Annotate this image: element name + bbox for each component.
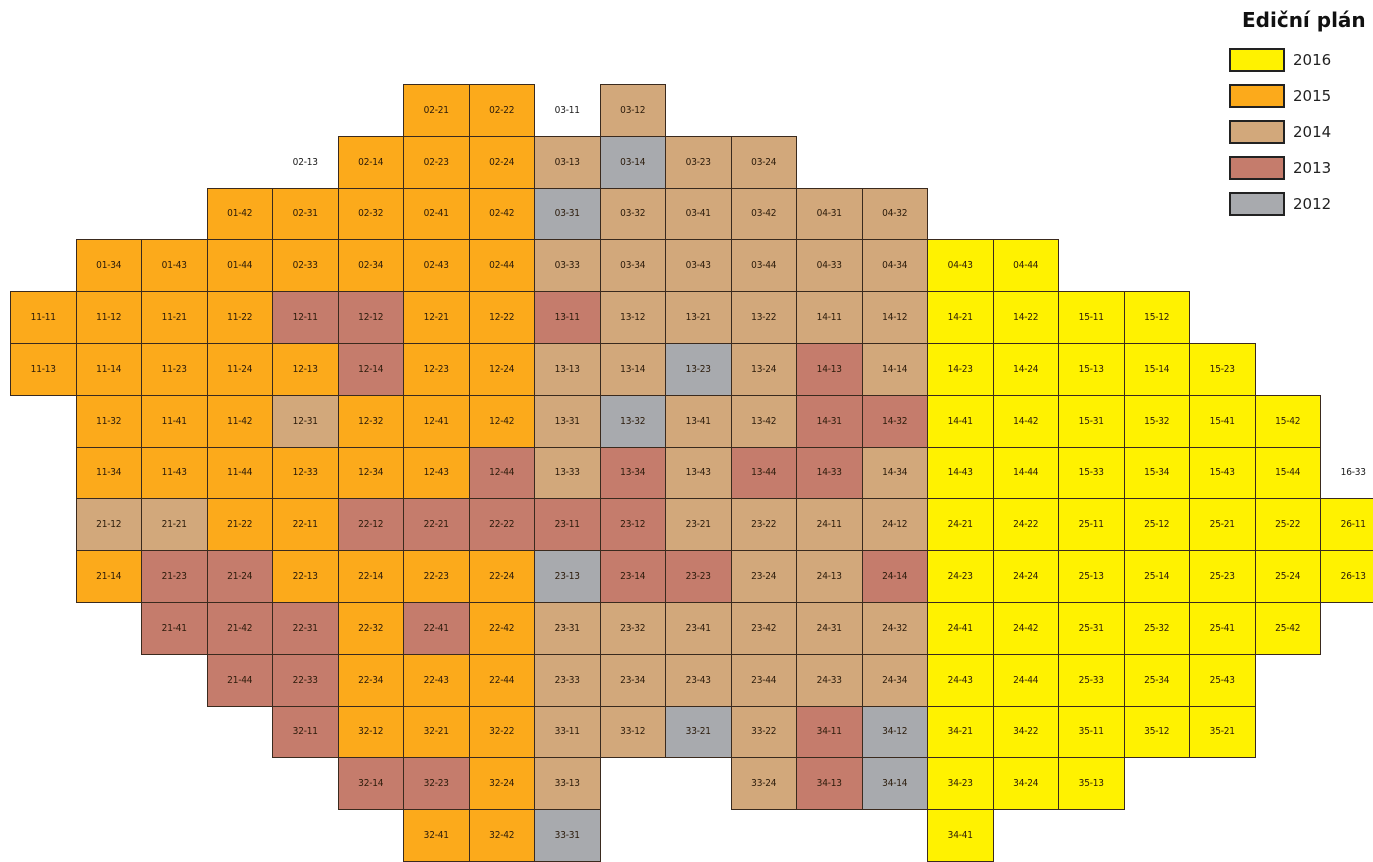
map-sheet-03-42: 03-42 [731, 188, 798, 241]
map-sheet-33-31: 33-31 [534, 809, 601, 862]
map-sheet-24-34: 24-34 [862, 654, 929, 707]
map-sheet-33-12: 33-12 [600, 706, 667, 759]
map-sheet-03-12: 03-12 [600, 84, 667, 137]
map-sheet-33-22: 33-22 [731, 706, 798, 759]
map-sheet-11-13: 11-13 [10, 343, 77, 396]
legend-item-2016 [1222, 42, 1372, 78]
map-sheet-11-11: 11-11 [10, 291, 77, 344]
map-sheet-21-22: 21-22 [207, 498, 274, 551]
map-sheet-23-34: 23-34 [600, 654, 667, 707]
map-sheet-15-32: 15-32 [1124, 395, 1191, 448]
map-sheet-23-42: 23-42 [731, 602, 798, 655]
map-sheet-22-33: 22-33 [272, 654, 339, 707]
map-sheet-25-31: 25-31 [1058, 602, 1125, 655]
map-sheet-12-12: 12-12 [338, 291, 405, 344]
map-sheet-13-24: 13-24 [731, 343, 798, 396]
map-sheet-22-22: 22-22 [469, 498, 536, 551]
map-sheet-03-34: 03-34 [600, 239, 667, 292]
legend-label-2013: 2013 [1293, 159, 1332, 177]
map-sheet-04-31: 04-31 [796, 188, 863, 241]
map-sheet-13-42: 13-42 [731, 395, 798, 448]
map-sheet-32-23: 32-23 [403, 757, 470, 810]
map-sheet-15-44: 15-44 [1255, 447, 1322, 500]
legend-title: Ediční plán [1242, 8, 1366, 32]
map-sheet-21-42: 21-42 [207, 602, 274, 655]
map-sheet-11-12: 11-12 [76, 291, 143, 344]
map-sheet-25-41: 25-41 [1189, 602, 1256, 655]
map-sheet-14-22: 14-22 [993, 291, 1060, 344]
map-sheet-14-34: 14-34 [862, 447, 929, 500]
map-sheet-21-12: 21-12 [76, 498, 143, 551]
map-sheet-24-24: 24-24 [993, 550, 1060, 603]
map-sheet-25-23: 25-23 [1189, 550, 1256, 603]
map-sheet-12-33: 12-33 [272, 447, 339, 500]
map-sheet-24-23: 24-23 [927, 550, 994, 603]
map-sheet-24-42: 24-42 [993, 602, 1060, 655]
map-sheet-13-34: 13-34 [600, 447, 667, 500]
map-sheet-24-22: 24-22 [993, 498, 1060, 551]
map-sheet-12-23: 12-23 [403, 343, 470, 396]
map-sheet-03-23: 03-23 [665, 136, 732, 189]
map-sheet-16-33: 16-33 [1340, 467, 1366, 479]
map-sheet-13-11: 13-11 [534, 291, 601, 344]
map-sheet-32-12: 32-12 [338, 706, 405, 759]
map-sheet-14-24: 14-24 [993, 343, 1060, 396]
map-sheet-32-14: 32-14 [338, 757, 405, 810]
map-sheet-21-14: 21-14 [76, 550, 143, 603]
map-sheet-23-13: 23-13 [534, 550, 601, 603]
map-sheet-35-11: 35-11 [1058, 706, 1125, 759]
map-sheet-25-14: 25-14 [1124, 550, 1191, 603]
map-sheet-22-11: 22-11 [272, 498, 339, 551]
map-sheet-15-14: 15-14 [1124, 343, 1191, 396]
map-sheet-23-23: 23-23 [665, 550, 732, 603]
map-sheet-12-31: 12-31 [272, 395, 339, 448]
map-sheet-22-42: 22-42 [469, 602, 536, 655]
map-sheet-14-41: 14-41 [927, 395, 994, 448]
map-sheet-34-14: 34-14 [862, 757, 929, 810]
map-sheet-14-11: 14-11 [796, 291, 863, 344]
map-sheet-02-44: 02-44 [469, 239, 536, 292]
map-sheet-34-41: 34-41 [927, 809, 994, 862]
map-sheet-11-41: 11-41 [141, 395, 208, 448]
map-sheet-22-12: 22-12 [338, 498, 405, 551]
map-sheet-15-33: 15-33 [1058, 447, 1125, 500]
map-sheet-13-14: 13-14 [600, 343, 667, 396]
map-sheet-02-42: 02-42 [469, 188, 536, 241]
map-sheet-03-43: 03-43 [665, 239, 732, 292]
legend-label-2014: 2014 [1293, 123, 1332, 141]
map-sheet-03-13: 03-13 [534, 136, 601, 189]
map-sheet-25-43: 25-43 [1189, 654, 1256, 707]
map-sheet-23-12: 23-12 [600, 498, 667, 551]
map-sheet-32-21: 32-21 [403, 706, 470, 759]
map-sheet-14-14: 14-14 [862, 343, 929, 396]
map-sheet-15-43: 15-43 [1189, 447, 1256, 500]
map-sheet-13-23: 13-23 [665, 343, 732, 396]
map-sheet-11-22: 11-22 [207, 291, 274, 344]
map-sheet-23-41: 23-41 [665, 602, 732, 655]
map-sheet-01-34: 01-34 [76, 239, 143, 292]
map-sheet-24-12: 24-12 [862, 498, 929, 551]
map-sheet-23-33: 23-33 [534, 654, 601, 707]
map-sheet-13-44: 13-44 [731, 447, 798, 500]
map-sheet-15-34: 15-34 [1124, 447, 1191, 500]
map-sheet-12-13: 12-13 [272, 343, 339, 396]
map-sheet-02-13: 02-13 [292, 156, 318, 168]
map-sheet-33-24: 33-24 [731, 757, 798, 810]
map-sheet-23-24: 23-24 [731, 550, 798, 603]
map-sheet-24-11: 24-11 [796, 498, 863, 551]
map-sheet-24-21: 24-21 [927, 498, 994, 551]
map-sheet-02-14: 02-14 [338, 136, 405, 189]
map-sheet-22-43: 22-43 [403, 654, 470, 707]
map-sheet-12-11: 12-11 [272, 291, 339, 344]
legend-swatch-2015 [1229, 84, 1285, 108]
map-sheet-11-23: 11-23 [141, 343, 208, 396]
map-sheet-15-41: 15-41 [1189, 395, 1256, 448]
map-sheet-22-32: 22-32 [338, 602, 405, 655]
map-sheet-11-24: 11-24 [207, 343, 274, 396]
map-sheet-25-42: 25-42 [1255, 602, 1322, 655]
map-sheet-12-21: 12-21 [403, 291, 470, 344]
map-sheet-23-22: 23-22 [731, 498, 798, 551]
map-sheet-13-12: 13-12 [600, 291, 667, 344]
map-sheet-14-33: 14-33 [796, 447, 863, 500]
map-sheet-02-31: 02-31 [272, 188, 339, 241]
map-sheet-21-41: 21-41 [141, 602, 208, 655]
map-sheet-25-32: 25-32 [1124, 602, 1191, 655]
map-sheet-11-44: 11-44 [207, 447, 274, 500]
map-sheet-03-31: 03-31 [534, 188, 601, 241]
map-sheet-33-13: 33-13 [534, 757, 601, 810]
map-sheet-14-43: 14-43 [927, 447, 994, 500]
legend [1222, 8, 1372, 222]
map-sheet-11-42: 11-42 [207, 395, 274, 448]
map-sheet-03-24: 03-24 [731, 136, 798, 189]
map-sheet-14-23: 14-23 [927, 343, 994, 396]
map-sheet-25-11: 25-11 [1058, 498, 1125, 551]
map-sheet-25-13: 25-13 [1058, 550, 1125, 603]
map-sheet-15-11: 15-11 [1058, 291, 1125, 344]
map-sheet-03-14: 03-14 [600, 136, 667, 189]
map-sheet-14-13: 14-13 [796, 343, 863, 396]
map-sheet-15-12: 15-12 [1124, 291, 1191, 344]
legend-item-2015 [1222, 78, 1372, 114]
map-sheet-26-13: 26-13 [1320, 550, 1373, 603]
map-sheet-12-34: 12-34 [338, 447, 405, 500]
map-sheet-02-34: 02-34 [338, 239, 405, 292]
map-sheet-35-21: 35-21 [1189, 706, 1256, 759]
map-sheet-32-11: 32-11 [272, 706, 339, 759]
legend-label-2012: 2012 [1293, 195, 1332, 213]
map-sheet-11-32: 11-32 [76, 395, 143, 448]
map-sheet-03-41: 03-41 [665, 188, 732, 241]
legend-swatch-2012 [1229, 192, 1285, 216]
map-sheet-14-21: 14-21 [927, 291, 994, 344]
map-sheet-14-31: 14-31 [796, 395, 863, 448]
map-sheet-25-22: 25-22 [1255, 498, 1322, 551]
map-sheet-04-43: 04-43 [927, 239, 994, 292]
map-sheet-24-13: 24-13 [796, 550, 863, 603]
legend-swatch-2014 [1229, 120, 1285, 144]
map-sheet-34-24: 34-24 [993, 757, 1060, 810]
map-sheet-12-14: 12-14 [338, 343, 405, 396]
map-sheet-35-12: 35-12 [1124, 706, 1191, 759]
map-sheet-13-13: 13-13 [534, 343, 601, 396]
map-sheet-01-42: 01-42 [207, 188, 274, 241]
legend-item-2014 [1222, 114, 1372, 150]
map-sheet-34-12: 34-12 [862, 706, 929, 759]
map-sheet-22-23: 22-23 [403, 550, 470, 603]
map-sheet-34-22: 34-22 [993, 706, 1060, 759]
map-sheet-22-21: 22-21 [403, 498, 470, 551]
map-sheet-22-34: 22-34 [338, 654, 405, 707]
map-sheet-24-14: 24-14 [862, 550, 929, 603]
legend-label-2015: 2015 [1293, 87, 1332, 105]
map-sheet-04-34: 04-34 [862, 239, 929, 292]
map-sheet-13-22: 13-22 [731, 291, 798, 344]
map-sheet-26-11: 26-11 [1320, 498, 1373, 551]
map-sheet-14-32: 14-32 [862, 395, 929, 448]
map-sheet-13-31: 13-31 [534, 395, 601, 448]
map-sheet-25-24: 25-24 [1255, 550, 1322, 603]
legend-item-2012 [1222, 186, 1372, 222]
map-sheet-34-13: 34-13 [796, 757, 863, 810]
legend-swatch-2016 [1229, 48, 1285, 72]
map-sheet-23-11: 23-11 [534, 498, 601, 551]
map-sheet-13-32: 13-32 [600, 395, 667, 448]
map-sheet-11-14: 11-14 [76, 343, 143, 396]
map-sheet-12-43: 12-43 [403, 447, 470, 500]
map-sheet-15-23: 15-23 [1189, 343, 1256, 396]
map-sheet-12-42: 12-42 [469, 395, 536, 448]
map-sheet-15-42: 15-42 [1255, 395, 1322, 448]
map-sheet-32-24: 32-24 [469, 757, 536, 810]
map-sheet-22-41: 22-41 [403, 602, 470, 655]
map-sheet-32-22: 32-22 [469, 706, 536, 759]
map-sheet-22-24: 22-24 [469, 550, 536, 603]
map-sheet-03-32: 03-32 [600, 188, 667, 241]
map-sheet-34-11: 34-11 [796, 706, 863, 759]
map-sheet-21-21: 21-21 [141, 498, 208, 551]
map-sheet-24-41: 24-41 [927, 602, 994, 655]
map-sheet-11-34: 11-34 [76, 447, 143, 500]
map-sheet-22-14: 22-14 [338, 550, 405, 603]
map-sheet-04-33: 04-33 [796, 239, 863, 292]
map-sheet-13-43: 13-43 [665, 447, 732, 500]
map-sheet-02-23: 02-23 [403, 136, 470, 189]
map-sheet-23-32: 23-32 [600, 602, 667, 655]
map-sheet-02-32: 02-32 [338, 188, 405, 241]
map-sheet-35-13: 35-13 [1058, 757, 1125, 810]
map-sheet-24-33: 24-33 [796, 654, 863, 707]
map-sheet-33-11: 33-11 [534, 706, 601, 759]
map-sheet-25-34: 25-34 [1124, 654, 1191, 707]
map-sheet-23-43: 23-43 [665, 654, 732, 707]
legend-label-2016: 2016 [1293, 51, 1332, 69]
map-sheet-13-41: 13-41 [665, 395, 732, 448]
map-sheet-12-32: 12-32 [338, 395, 405, 448]
map-sheet-34-21: 34-21 [927, 706, 994, 759]
map-sheet-12-44: 12-44 [469, 447, 536, 500]
map-sheet-12-24: 12-24 [469, 343, 536, 396]
map-sheet-25-33: 25-33 [1058, 654, 1125, 707]
map-sheet-01-43: 01-43 [141, 239, 208, 292]
map-sheet-24-31: 24-31 [796, 602, 863, 655]
map-sheet-04-44: 04-44 [993, 239, 1060, 292]
map-sheet-03-33: 03-33 [534, 239, 601, 292]
map-sheet-22-31: 22-31 [272, 602, 339, 655]
map-sheet-22-13: 22-13 [272, 550, 339, 603]
map-sheet-11-43: 11-43 [141, 447, 208, 500]
map-sheet-02-22: 02-22 [469, 84, 536, 137]
map-sheet-13-21: 13-21 [665, 291, 732, 344]
map-sheet-02-24: 02-24 [469, 136, 536, 189]
legend-swatch-2013 [1229, 156, 1285, 180]
map-sheet-14-42: 14-42 [993, 395, 1060, 448]
map-sheet-24-32: 24-32 [862, 602, 929, 655]
map-sheet-11-21: 11-21 [141, 291, 208, 344]
map-sheet-04-32: 04-32 [862, 188, 929, 241]
map-sheet-24-44: 24-44 [993, 654, 1060, 707]
map-sheet-02-33: 02-33 [272, 239, 339, 292]
map-sheet-25-21: 25-21 [1189, 498, 1256, 551]
map-sheet-32-42: 32-42 [469, 809, 536, 862]
map-sheet-13-33: 13-33 [534, 447, 601, 500]
map-sheet-15-13: 15-13 [1058, 343, 1125, 396]
map-sheet-24-43: 24-43 [927, 654, 994, 707]
map-sheet-32-41: 32-41 [403, 809, 470, 862]
map-sheet-34-23: 34-23 [927, 757, 994, 810]
map-sheet-23-44: 23-44 [731, 654, 798, 707]
legend-item-2013 [1222, 150, 1372, 186]
map-sheet-21-44: 21-44 [207, 654, 274, 707]
map-sheet-22-44: 22-44 [469, 654, 536, 707]
map-sheet-03-44: 03-44 [731, 239, 798, 292]
map-sheet-21-23: 21-23 [141, 550, 208, 603]
map-sheet-15-31: 15-31 [1058, 395, 1125, 448]
map-sheet-14-12: 14-12 [862, 291, 929, 344]
map-sheet-23-21: 23-21 [665, 498, 732, 551]
map-sheet-02-41: 02-41 [403, 188, 470, 241]
map-sheet-14-44: 14-44 [993, 447, 1060, 500]
map-sheet-23-14: 23-14 [600, 550, 667, 603]
map-sheet-12-41: 12-41 [403, 395, 470, 448]
map-sheet-02-43: 02-43 [403, 239, 470, 292]
map-sheet-21-24: 21-24 [207, 550, 274, 603]
map-sheet-12-22: 12-22 [469, 291, 536, 344]
map-sheet-02-21: 02-21 [403, 84, 470, 137]
map-sheet-25-12: 25-12 [1124, 498, 1191, 551]
map-sheet-33-21: 33-21 [665, 706, 732, 759]
map-sheet-23-31: 23-31 [534, 602, 601, 655]
map-sheet-01-44: 01-44 [207, 239, 274, 292]
map-sheet-03-11: 03-11 [554, 104, 580, 116]
